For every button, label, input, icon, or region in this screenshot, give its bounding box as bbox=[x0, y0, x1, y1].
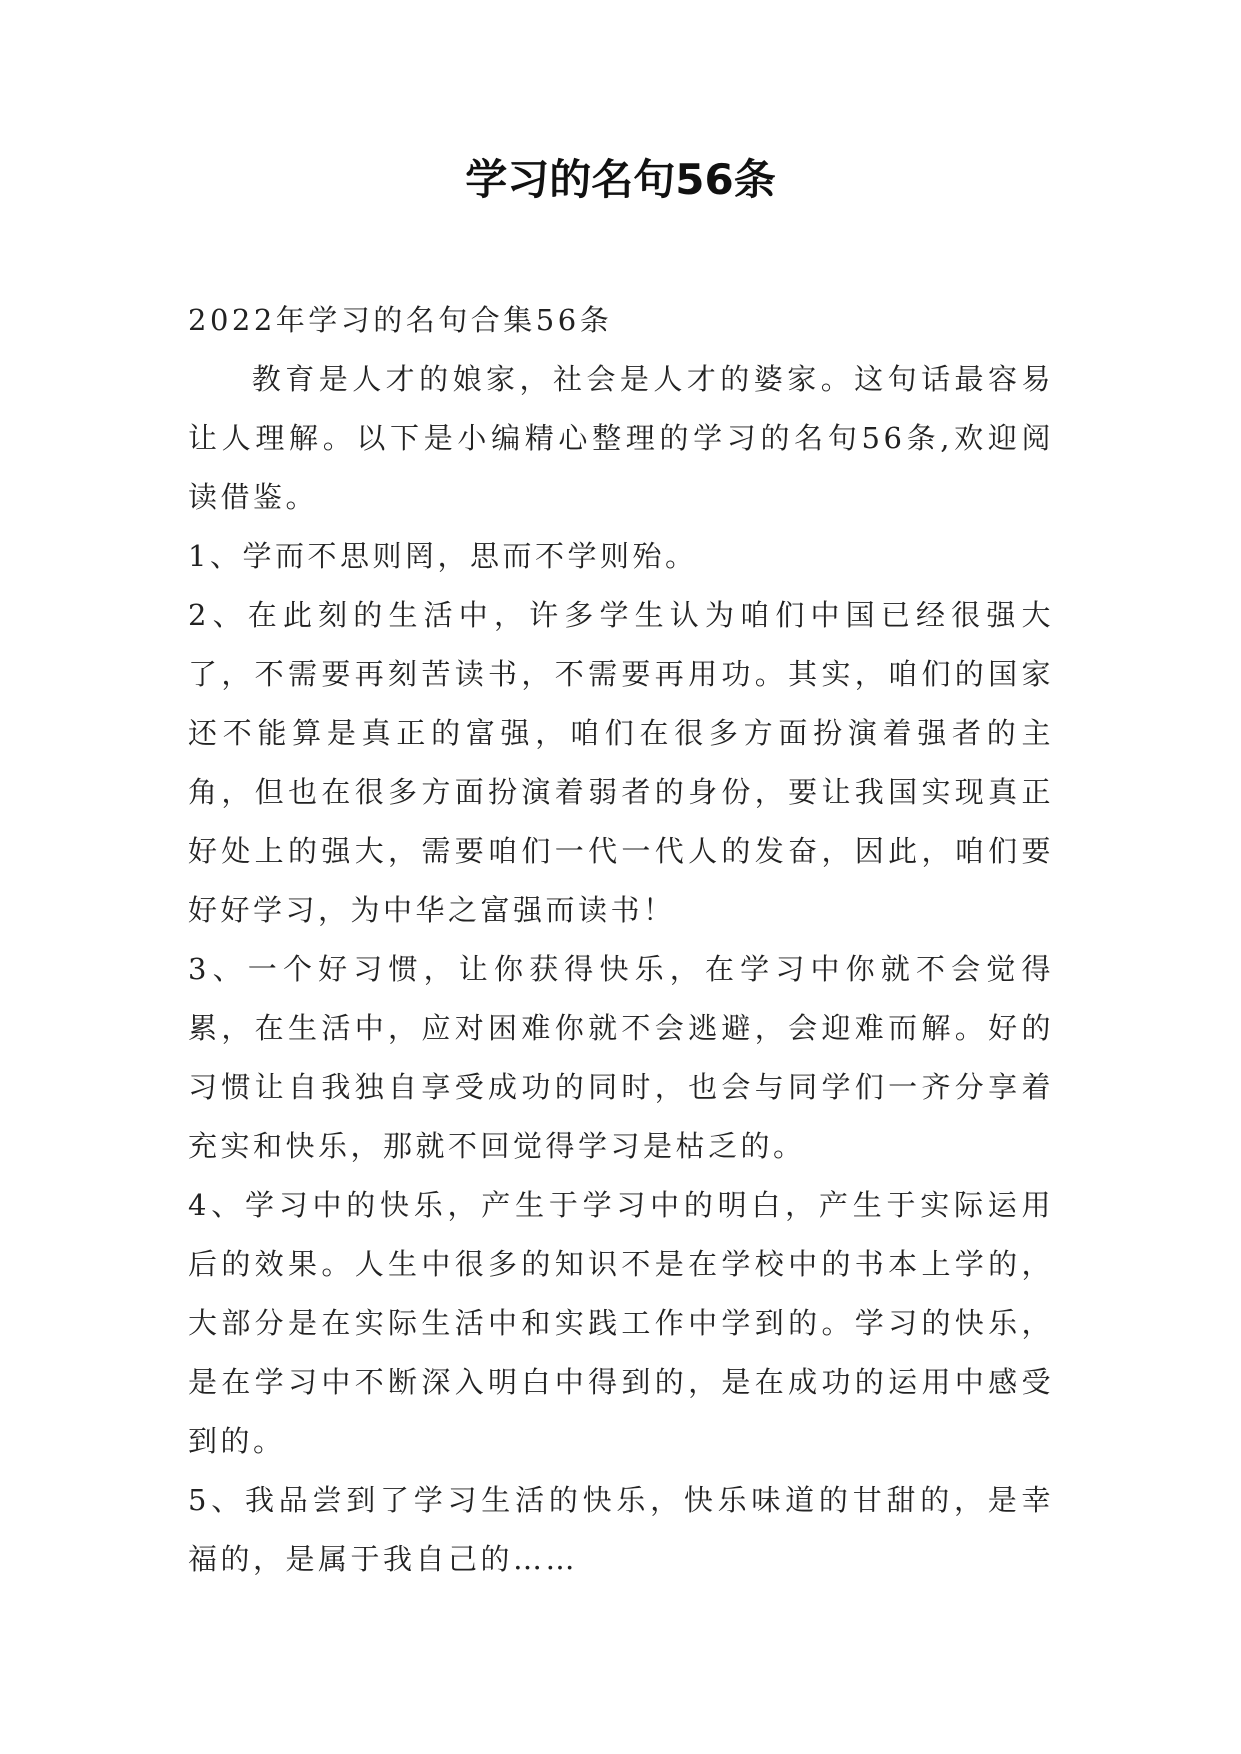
list-item: 4、学习中的快乐，产生于学习中的明白，产生于实际运用后的效果。人生中很多的知识不是在学校中的书本上学的，大部分是在实际生活中和实践工作中学到的。学习的快乐，是在学习中不断深入明白中得到的，是在成功的运用中感受到的。 bbox=[188, 1188, 1054, 1458]
document-subtitle: 2022年学习的名句合集56条 bbox=[188, 303, 613, 337]
intro-paragraph: 教育是人才的娘家，社会是人才的婆家。这句话最容易让人理解。以下是小编精心整理的学习的名句56条,欢迎阅读借鉴。 bbox=[188, 362, 1054, 514]
list-item: 1、学而不思则罔，思而不学则殆。 bbox=[188, 539, 698, 573]
list-item: 5、我品尝到了学习生活的快乐，快乐味道的甘甜的，是幸福的，是属于我自己的…… bbox=[188, 1483, 1054, 1576]
document-title: 学习的名句56条 bbox=[465, 155, 776, 204]
document-body bbox=[188, 291, 1054, 1589]
list-item: 3、一个好习惯，让你获得快乐，在学习中你就不会觉得累，在生活中，应对困难你就不会逃避，会迎难而解。好的习惯让自我独自享受成功的同时，也会与同学们一齐分享着充实和快乐，那就不回觉得学习是枯乏的。 bbox=[188, 952, 1054, 1163]
list-item: 2、在此刻的生活中，许多学生认为咱们中国已经很强大了，不需要再刻苦读书，不需要再用功。其实，咱们的国家还不能算是真正的富强，咱们在很多方面扮演着强者的主角，但也在很多方面扮演着弱者的身份，要让我国实现真正好处上的强大，需要咱们一代一代人的发奋，因此，咱们要好好学习，为中华之富强而读书！ bbox=[188, 598, 1054, 927]
